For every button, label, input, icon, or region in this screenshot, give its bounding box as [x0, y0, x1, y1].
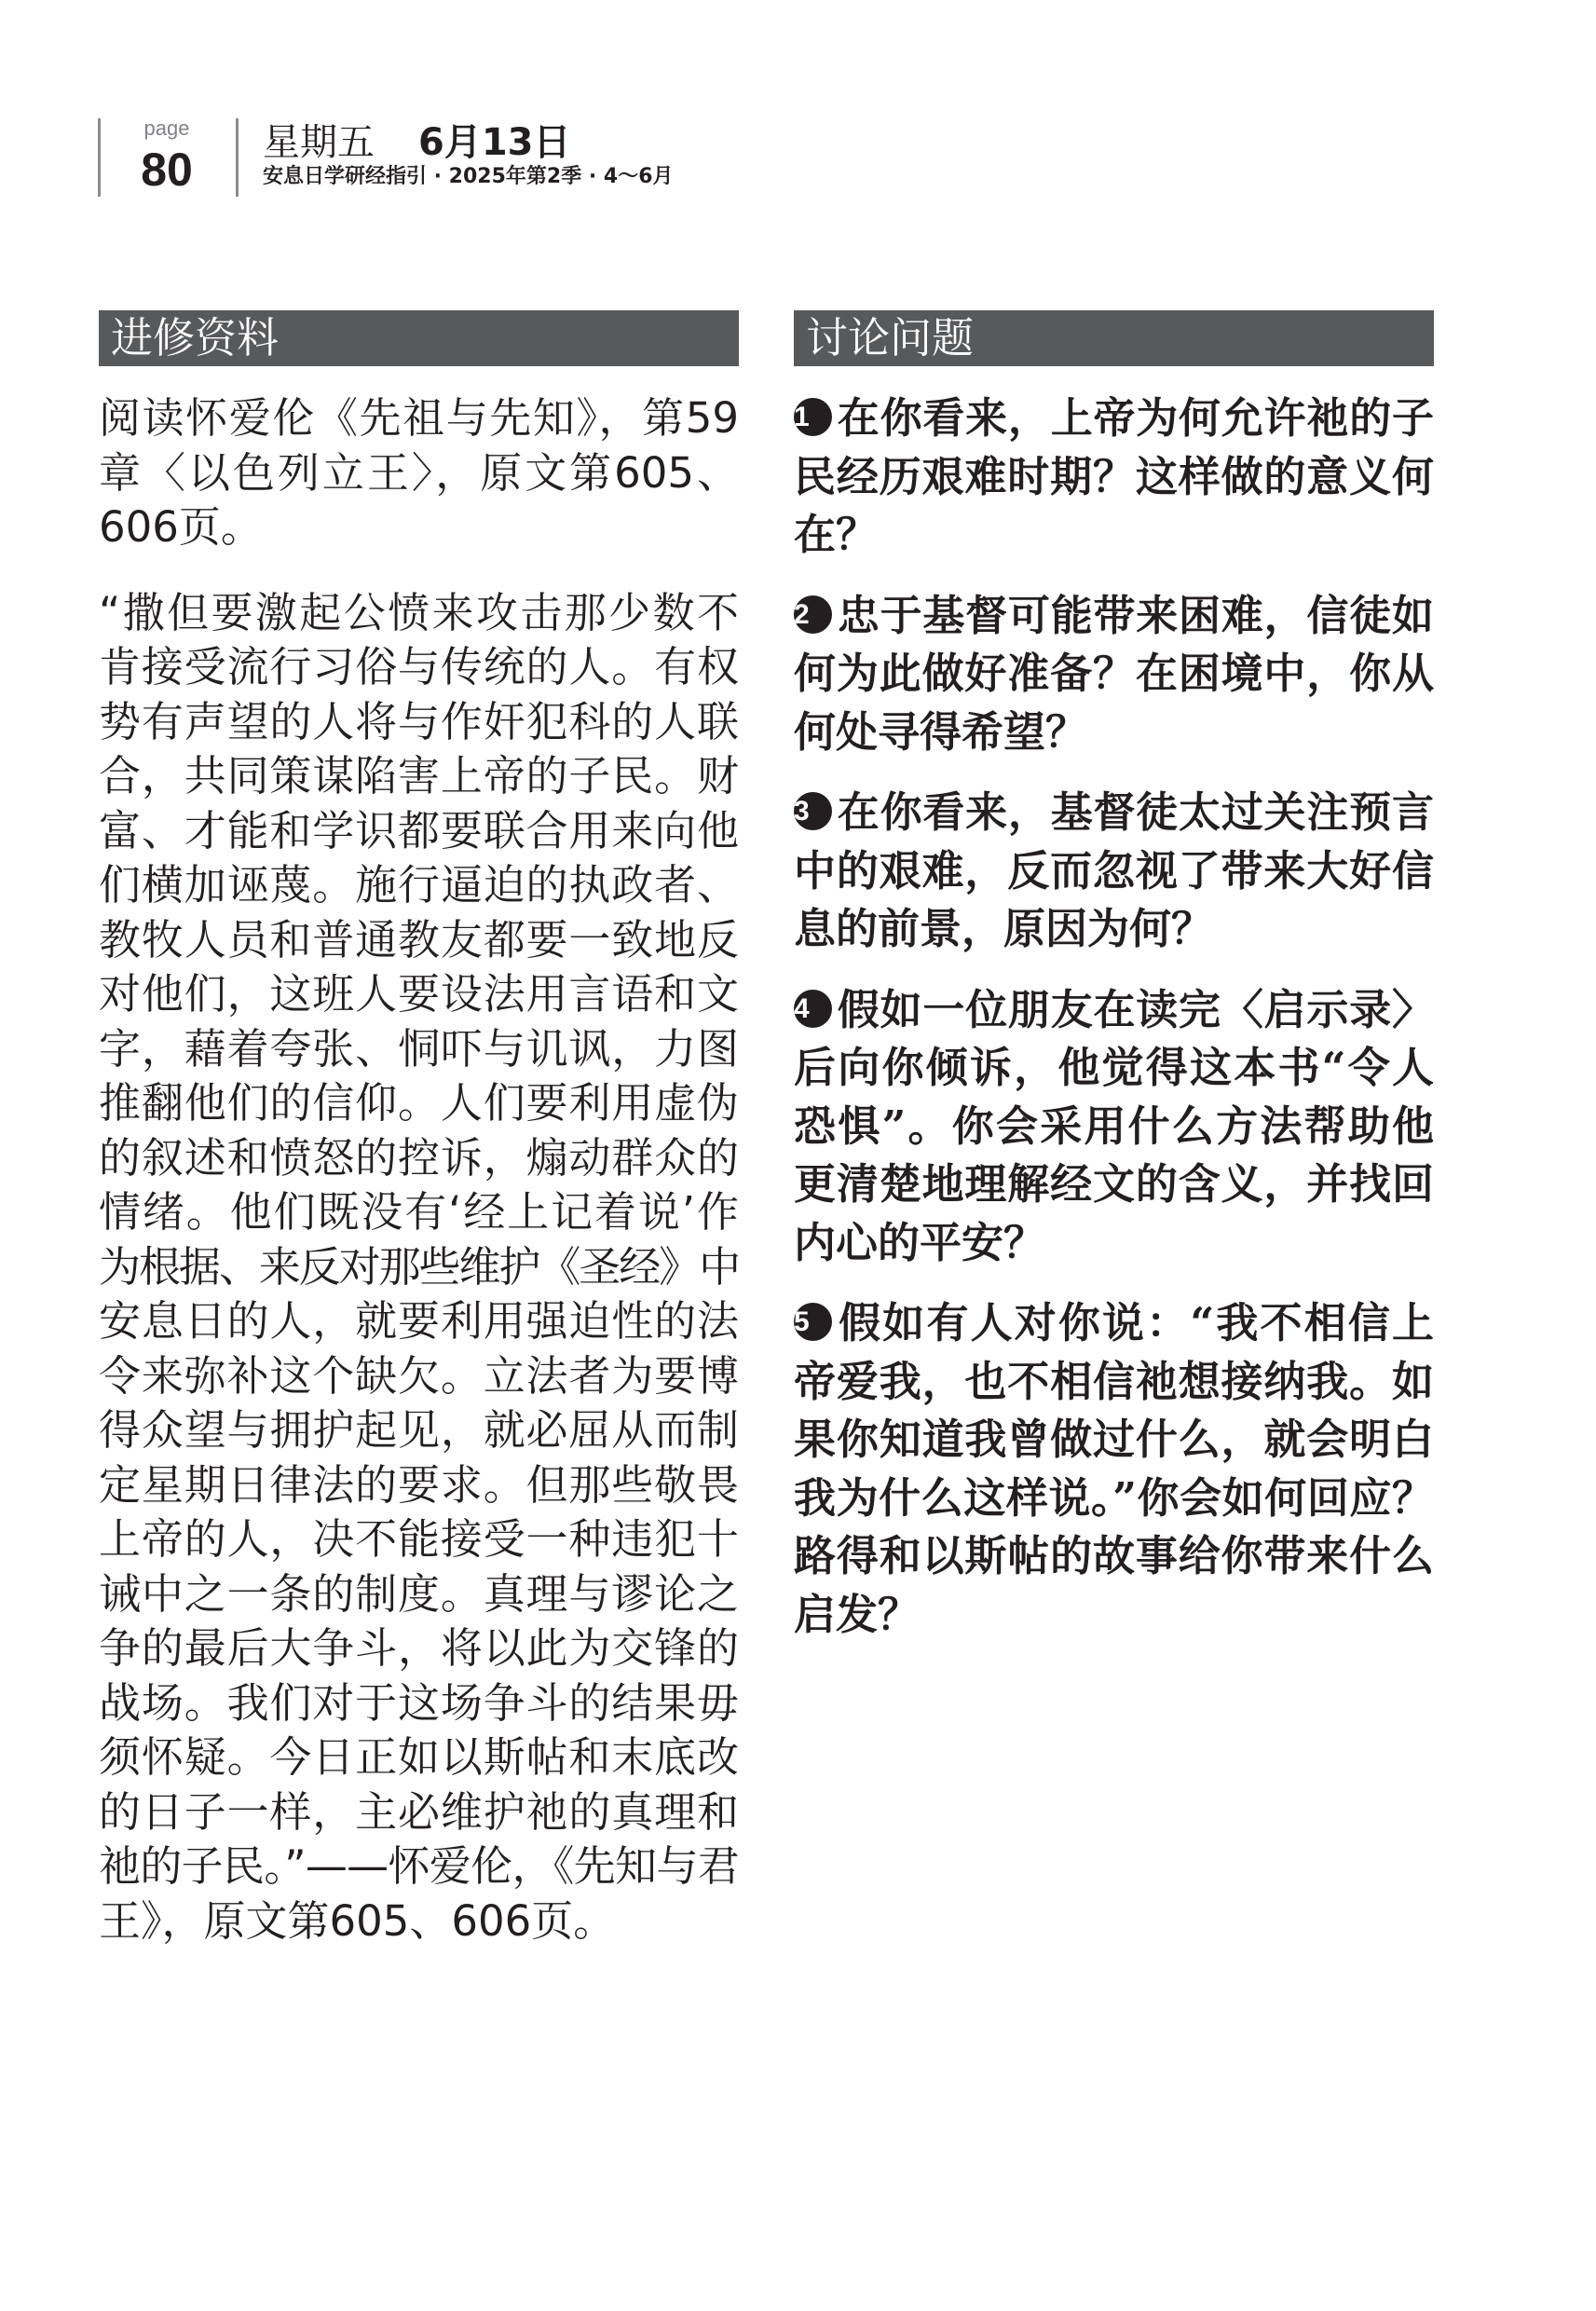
question-text: 中的艰难，反而忽视了带来大好信 — [794, 845, 1434, 896]
question-line — [794, 1527, 1434, 1586]
question-line — [794, 1098, 1434, 1156]
study-text-line: 为根据、来反对那些维护《圣经》中 — [99, 1241, 739, 1292]
study-text-line: 定星期日律法的要求。但那些敬畏 — [99, 1459, 739, 1510]
weekday: 星期五 — [263, 121, 375, 164]
study-text-line: 势有声望的人将与作奸犯科的人联 — [99, 696, 739, 746]
question-text: 假如有人对你说：“我不相信上 — [837, 1298, 1434, 1347]
discussion-heading: 讨论问题 — [794, 310, 1434, 366]
question-line — [794, 506, 1434, 565]
question-number-badge: 3 — [794, 792, 832, 830]
question-text: 后向你倾诉，他觉得这本书“令人 — [794, 1043, 1434, 1092]
study-text-line: 诫中之一条的制度。真理与谬论之 — [99, 1568, 739, 1619]
question-line — [794, 1411, 1434, 1470]
question-line — [794, 1214, 1434, 1273]
study-text-line: 章〈以色列立王〉，原文第605、 — [99, 447, 739, 498]
page-label: page — [143, 116, 190, 140]
question-line — [794, 390, 1434, 448]
question-text: 我为什么这样说。”你会如何回应？ — [794, 1472, 1434, 1523]
question-number-badge: 2 — [794, 595, 832, 634]
question-line — [794, 704, 1434, 762]
publication-subtitle: 安息日学研经指引 · 2025年第2季 · 4～6月 — [263, 165, 674, 188]
study-text-line: 须怀疑。今日正如以斯帖和末底改 — [99, 1732, 739, 1782]
study-text-line: 上帝的人，决不能接受一种违犯十 — [99, 1514, 739, 1564]
question-text: 在你看来，上帝为何允许祂的子 — [837, 393, 1434, 443]
discussion-question — [794, 587, 1434, 762]
question-line — [794, 981, 1434, 1040]
discussion-section — [794, 390, 1434, 1666]
study-text-line: 们横加诬蔑。施行逼迫的执政者、 — [99, 860, 739, 909]
question-line — [794, 1353, 1434, 1412]
study-text-line: 606页。 — [99, 502, 263, 552]
discussion-question — [794, 784, 1434, 959]
question-text: 忠于基督可能带来困难，信徒如 — [837, 590, 1434, 640]
question-text: 启发？ — [794, 1589, 921, 1639]
question-text: 果你知道我曾做过什么，就会明白 — [794, 1415, 1434, 1464]
question-line — [794, 448, 1434, 507]
header-divider-left — [98, 118, 101, 197]
study-text-line: 富、才能和学识都要联合用来向他 — [99, 805, 739, 855]
question-line — [794, 1156, 1434, 1214]
lesson-date: 6月13日 — [418, 121, 571, 164]
study-paragraph — [99, 586, 739, 1949]
further-study-heading: 进修资料 — [99, 310, 739, 366]
study-paragraph — [99, 391, 739, 555]
question-number-badge: 1 — [794, 398, 832, 436]
study-text-line: 教牧人员和普通教友都要一致地反 — [99, 914, 739, 964]
question-text: 民经历艰难时期？这样做的意义何 — [794, 451, 1434, 501]
study-text-line: 的日子一样，主必维护祂的真理和 — [99, 1786, 739, 1837]
question-text: 在你看来，基督徒太过关注预言 — [837, 787, 1434, 837]
study-text-line: 合，共同策谋陷害上帝的子民。财 — [99, 751, 739, 800]
question-text: 路得和以斯帖的故事给你带来什么 — [794, 1531, 1434, 1580]
question-text: 何为此做好准备？在困境中，你从 — [794, 649, 1434, 698]
question-text: 何处寻得希望？ — [794, 706, 1088, 757]
question-text: 内心的平安？ — [794, 1217, 1046, 1267]
question-line — [794, 645, 1434, 704]
study-text-line: “撒但要激起公愤来攻击那少数不 — [99, 587, 739, 637]
question-line — [794, 587, 1434, 646]
question-text: 息的前景，原因为何？ — [794, 904, 1214, 953]
study-text-line: 安息日的人，就要利用强迫性的法 — [99, 1296, 739, 1346]
discussion-question — [794, 981, 1434, 1273]
question-number-badge: 4 — [794, 990, 832, 1028]
question-number-badge: 5 — [794, 1303, 832, 1341]
question-line — [794, 1294, 1434, 1353]
question-line — [794, 784, 1434, 842]
study-text-line: 字，藉着夸张、恫吓与讥讽，力图 — [99, 1023, 739, 1073]
further-study-section — [99, 391, 739, 1979]
study-text-line: 情绪。他们既没有‘经上记着说’作 — [99, 1187, 739, 1237]
study-text-line: 推翻他们的信仰。人们要利用虚伪 — [99, 1078, 739, 1128]
question-text: 恐惧”。你会采用什么方法帮助他 — [794, 1101, 1434, 1151]
discussion-question — [794, 1294, 1434, 1644]
question-line — [794, 1470, 1434, 1528]
question-line — [794, 1039, 1434, 1098]
question-line — [794, 842, 1434, 901]
study-text-line: 祂的子民。”——怀爱伦，《先知与君 — [99, 1841, 739, 1891]
page-number: 80 — [141, 144, 193, 196]
study-text-line: 战场。我们对于这场争斗的结果毋 — [99, 1677, 739, 1728]
question-line — [794, 900, 1434, 959]
study-text-line: 阅读怀爱伦《先祖与先知》，第59 — [99, 393, 739, 443]
question-text: 在？ — [794, 510, 879, 559]
question-text: 假如一位朋友在读完〈启示录〉 — [837, 984, 1434, 1034]
study-text-line: 令来弥补这个缺欠。立法者为要博 — [99, 1350, 739, 1401]
header-divider-right — [236, 118, 239, 197]
study-text-line: 得众望与拥护起见，就必屈从而制 — [99, 1405, 739, 1455]
study-text-line: 争的最后大争斗，将以此为交锋的 — [99, 1623, 739, 1673]
study-text-line: 肯接受流行习俗与传统的人。有权 — [99, 642, 739, 691]
study-text-line: 王》，原文第605、606页。 — [99, 1895, 616, 1946]
question-text: 帝爱我，也不相信祂想接纳我。如 — [794, 1356, 1434, 1406]
study-text-line: 对他们，这班人要设法用言语和文 — [99, 969, 739, 1019]
question-line — [794, 1586, 1434, 1645]
study-text-line: 的叙述和愤怒的控诉，煽动群众的 — [99, 1132, 739, 1183]
discussion-question — [794, 390, 1434, 565]
question-text: 更清楚地理解经文的含义，并找回 — [794, 1159, 1434, 1209]
